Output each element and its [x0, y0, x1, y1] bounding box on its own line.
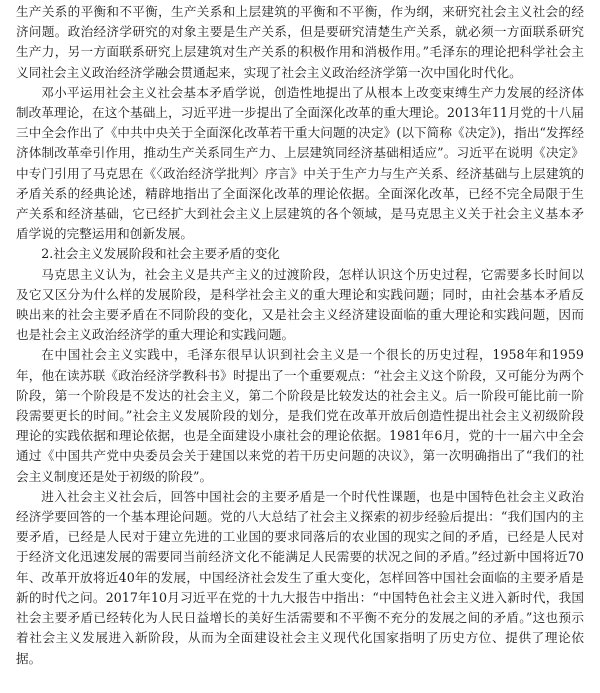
- paragraph-mao-stages: 在中国社会主义实践中，毛泽东很早认识到社会主义是一个很长的历史过程，1958年和1959年，他在读苏联《政治经济学教科书》时提出了一个重要观点：“社会主义这个阶段，又可能分为两个阶段，第一个阶段是不发达的社会主义，第二个阶段是比较发达的社会主义。后一阶段可能比前一阶段需要更长的时间。”社会主义发展阶段的划分，是我们党在改革开放后创造性提出社会主义初级阶段理论的实践依据和理论依据，也是全面建设小康社会的理论依据。1981年6月，党的十一届六中全会通过《中国共产党中央委员会关于建国以来党的若干历史问题的决议》，第一次明确指出了“我们的社会主义制度还是处于初级的阶段”。: [16, 347, 584, 484]
- paragraph-marxism-transition: 马克思主义认为，社会主义是共产主义的过渡阶段，怎样认识这个历史过程，它需要多长时间以及它又区分为什么样的发展阶段，是科学社会主义的重大理论和实践问题；同时，由社会基本矛盾反映出来的社会主要矛盾在不同阶段的变化，又是社会主义经济建设面临的重大理论和实践问题，因而也是社会主义政治经济学的重大理论和实践问题。: [16, 266, 584, 343]
- section-heading: 2.社会主义发展阶段和社会主要矛盾的变化: [41, 246, 280, 262]
- paragraph-main-contradiction: 进入社会主义社会后，回答中国社会的主要矛盾是一个时代性课题，也是中国特色社会主义政治经济学要回答的一个基本理论问题。党的八大总结了社会主义探索的初步经验后提出：“我们国内的主要矛盾，已经是人民对于建立先进的工业国的要求同落后的农业国的现实之间的矛盾，已经是人民对于经济文化迅速发展的需要同当前经济文化不能满足人民需要的状况之间的矛盾。”经过新中国将近70年、改革开放将近40年的发展，中国经济社会发生了重大变化，怎样回答中国社会面临的主要矛盾是新的时代之问。2017年10月习近平在党的十九大报告中指出：“中国特色社会主义进入新时代，我国社会主要矛盾已经转化为人民日益增长的美好生活需要和不平衡不充分的发展之间的矛盾。”这也预示着社会主义发展进入新阶段，从而为全面建设社会主义现代化国家指明了历史方位、提供了理论依据。: [16, 488, 584, 666]
- paragraph-continuation: 生产关系的平衡和不平衡，生产关系和上层建筑的平衡和不平衡，作为纲，来研究社会主义社会的经济问题。政治经济学研究的对象主要是生产关系，但是要研究清楚生产关系，就必须一方面联系研究生产力，另一方面联系研究上层建筑对生产关系的积极作用和消极作用。”毛泽东的理论把科学社会主义同社会主义政治经济学融会贯通起来，实现了社会主义政治经济学第一次中国化时代化。: [16, 4, 584, 80]
- paragraph-deng-xiaoping-reform: 邓小平运用社会主义社会基本矛盾学说，创造性地提出了从根本上改变束缚生产力发展的经济体制改革理论，在这个基础上，习近平进一步提出了全面深化改革的重大理论。2013年11月党的十八届三中全会作出了《中共中央关于全面深化改革若干重大问题的决定》(以下简称《决定》)，指出“发挥经济体制改革牵引作用，推动生产关系同生产力、上层建筑同经济基础相适应”。习近平在说明《决定》中专门引用了马克思在《〈政治经济学批判〉序言》中关于生产力与生产关系、经济基础与上层建筑的矛盾关系的经典论述，精辟地指出了全面深化改革的理论依据。全面深化改革，已经不完全局限于生产关系和经济基础，它已经扩大到社会主义上层建筑的各个领域，是马克思主义关于社会主义基本矛盾学说的完整运用和创新发展。: [16, 84, 584, 242]
